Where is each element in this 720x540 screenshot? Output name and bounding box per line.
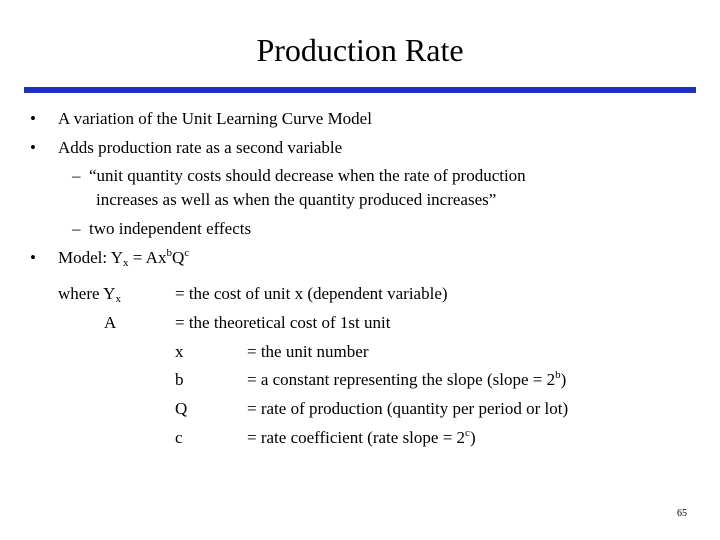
def-x-text: = the unit number	[247, 342, 369, 361]
model-label: Model: Y	[58, 248, 124, 267]
slide-title: Production Rate	[256, 32, 464, 68]
def-c-exponent: c	[465, 427, 470, 439]
dash-marker: –	[72, 166, 81, 185]
def-where-label: where Y	[58, 284, 116, 303]
title-divider	[24, 87, 696, 93]
def-b-term: b	[175, 370, 184, 389]
bullet-marker: •	[30, 109, 36, 128]
def-a-term: A	[104, 313, 117, 332]
model-c-exponent: c	[184, 247, 190, 259]
model-equation	[58, 247, 189, 269]
bullet-text: Adds production rate as a second variable	[58, 138, 343, 157]
sub-bullet-text: “unit quantity costs should decrease when the rate of production	[89, 166, 526, 185]
def-b-text-pre: = a constant representing the slope (slope = 2	[247, 370, 556, 389]
def-q-term: Q	[175, 399, 188, 418]
model-b-exponent: b	[166, 247, 172, 259]
dash-marker: –	[72, 219, 81, 238]
bullet-text: A variation of the Unit Learning Curve Model	[58, 109, 372, 128]
sub-bullet-text: increases as well as when the quantity produced increases”	[96, 190, 497, 209]
def-where	[58, 283, 121, 305]
bullet-marker: •	[30, 248, 36, 267]
def-a-text: = the theoretical cost of 1st unit	[175, 313, 391, 332]
page-number: 65	[677, 508, 687, 519]
def-b-text-post: )	[560, 370, 567, 389]
sub-bullet-text: two independent effects	[89, 219, 252, 238]
model-y-subscript: x	[123, 257, 129, 269]
def-y-text: = the cost of unit x (dependent variable)	[175, 284, 448, 303]
bullet-marker: •	[30, 138, 36, 157]
def-b-exponent: b	[555, 369, 561, 381]
def-c-term: c	[175, 428, 183, 447]
def-where-subscript: x	[115, 293, 121, 305]
model-q: Q	[171, 248, 185, 267]
def-q-text: = rate of production (quantity per period or lot)	[247, 399, 569, 418]
def-x-term: x	[175, 342, 184, 361]
def-c-text-post: )	[469, 428, 476, 447]
def-c-text	[247, 427, 476, 449]
model-eq: = Ax	[128, 248, 167, 267]
def-c-text-pre: = rate coefficient (rate slope = 2	[247, 428, 466, 447]
def-b-text	[247, 369, 566, 391]
